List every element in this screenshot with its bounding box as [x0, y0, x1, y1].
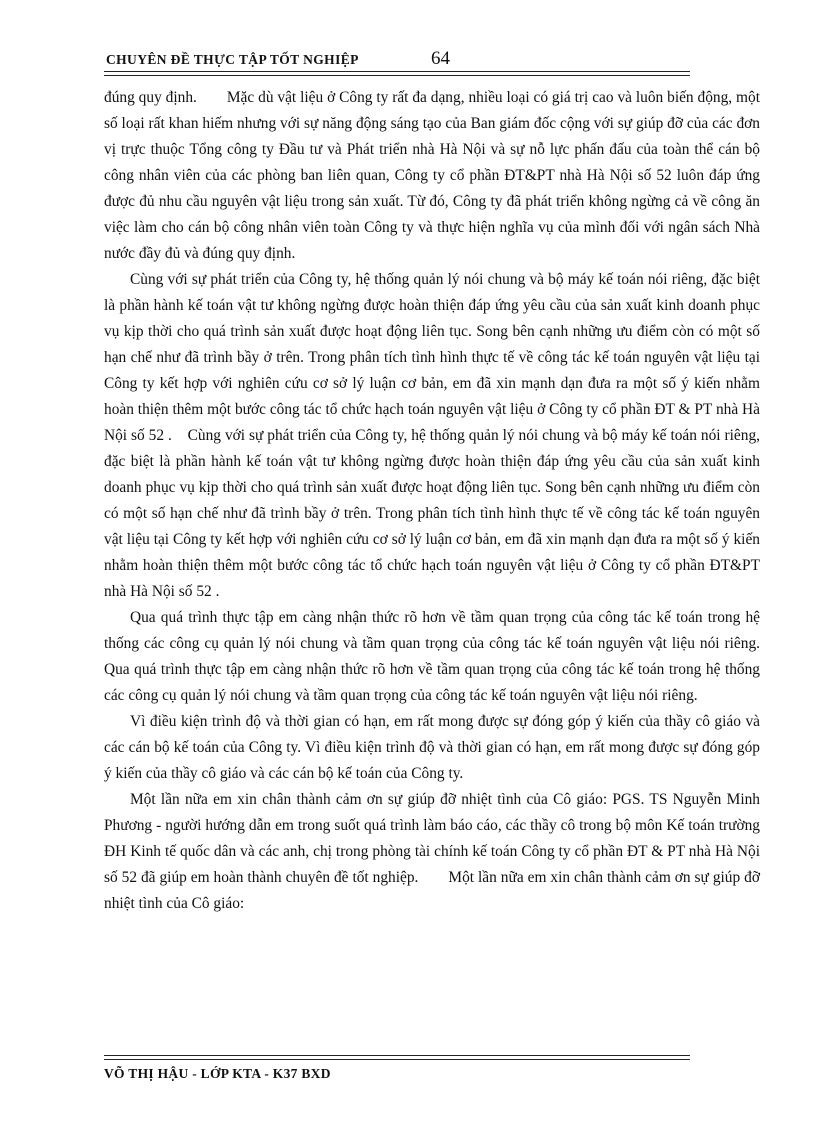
paragraph-2-part-a: Cùng với sự phát triển của Công ty, hệ thống quản lý nói chung và bộ máy kế toán nói riêng, đặc biệt là phần hành kế toán vật tư không ngừng được hoàn thiện đáp ứng yêu cầu của sản xuất kinh doanh phục vụ kịp thời cho quá trình sản xuất được hoạt động liên tục. Song bên cạnh những ưu điểm còn có một số hạn chế như đã trình bầy ở trên. Trong phân tích tình hình thực tế về công tác kế toán nguyên vật liệu tại Công ty kết hợp với nghiên cứu cơ sở lý luận cơ bản, em đã xin mạnh dạn đưa ra một số ý kiến nhằm hoàn thiện thêm một bước công tác tổ chức hạch toán nguyên vật liệu ở Công ty cổ phần ĐT & PT nhà Hà Nội số 52 . [104, 271, 760, 444]
paragraph-1-lead: đúng quy định. [104, 89, 197, 106]
paragraph-1-main: Mặc dù vật liệu ở Công ty rất đa dạng, nhiều loại có giá trị cao và luôn biến động, một số loại rất khan hiếm nhưng với sự năng động sáng tạo của Ban giám đốc cộng với sự giúp đỡ của các đơn vị trực thuộc Tổng công ty Đầu tư và Phát triển nhà Hà Nội và sự nỗ lực phấn đấu của toàn thể cán bộ công nhân viên của các phòng ban liên quan, Công ty cổ phần ĐT&PT nhà Hà Nội số 52 luôn đáp ứng được đủ nhu cầu nguyên vật liệu trong sản xuất. Từ đó, Công ty đã phát triển không ngừng cả về công ăn việc làm cho cán bộ công nhân viên toàn Công ty và thực hiện nghĩa vụ của mình đối với ngân sách Nhà nước đầy đủ và đúng quy định. [104, 89, 760, 262]
paragraph-3: Qua quá trình thực tập em càng nhận thức rõ hơn về tầm quan trọng của công tác kế toán trong hệ thống các công cụ quản lý nói chung và tầm quan trọng của công tác kế toán nguyên vật liệu nói riêng. Qua quá trình thực tập em càng nhận thức rõ hơn về tầm quan trọng của công tác kế toán trong hệ thống các công cụ quản lý nói chung và tầm quan trọng của công tác kế toán nguyên vật liệu nói riêng. [104, 609, 760, 704]
footer-rule-lower [104, 1059, 690, 1060]
footer-rule-upper [104, 1055, 690, 1056]
footer-author: VÕ THỊ HẬU - LỚP KTA - K37 BXD [104, 1066, 331, 1081]
document-body [104, 85, 760, 917]
paragraph-5-part-b: Một lần nữa em xin chân thành cảm ơn sự giúp đỡ nhiệt tình của Cô giáo: [104, 869, 760, 912]
paragraph-4: Vì điều kiện trình độ và thời gian có hạn, em rất mong được sự đóng góp ý kiến của thầy cô giáo và các cán bộ kế toán của Công ty. Vì điều kiện trình độ và thời gian có hạn, em rất mong được sự đóng góp ý kiến của thầy cô giáo và các cán bộ kế toán của Công ty. [104, 713, 760, 782]
header-rule-lower [104, 75, 690, 76]
page-number: 64 [431, 48, 450, 69]
paragraph-1 [104, 85, 760, 267]
page-header [104, 48, 690, 78]
paragraph-5-part-a: Một lần nữa em xin chân thành cảm ơn sự giúp đỡ nhiệt tình của Cô giáo: PGS. TS Nguyễn Minh Phương - người hướng dẫn em trong suốt quá trình làm báo cáo, các thầy cô trong bộ môn Kế toán trường ĐH Kinh tế quốc dân và các anh, chị trong phòng tài chính kế toán Công ty cổ phần ĐT & PT nhà Hà Nội số 52 đã giúp em hoàn thành chuyên đề tốt nghiệp. [104, 791, 760, 886]
paragraph-2 [104, 267, 760, 605]
header-title: CHUYÊN ĐỀ THỰC TẬP TỐT NGHIỆP [106, 52, 359, 67]
header-rule-upper [104, 71, 690, 72]
paragraph-5 [104, 787, 760, 917]
paragraph-2-part-b: Cùng với sự phát triển của Công ty, hệ thống quản lý nói chung và bộ máy kế toán nói riêng, đặc biệt là phần hành kế toán vật tư không ngừng được hoàn thiện đáp ứng yêu cầu của sản xuất kinh doanh phục vụ kịp thời cho quá trình sản xuất được hoạt động liên tục. Song bên cạnh những ưu điểm còn có một số hạn chế như đã trình bầy ở trên. Trong phân tích tình hình thực tế về công tác kế toán nguyên vật liệu tại Công ty kết hợp với nghiên cứu cơ sở lý luận cơ bản, em đã xin mạnh dạn đưa ra một số ý kiến nhằm hoàn thiện thêm một bước công tác tổ chức hạch toán nguyên vật liệu ở Công ty cổ phần ĐT&PT nhà Hà Nội số 52 . [104, 427, 760, 600]
